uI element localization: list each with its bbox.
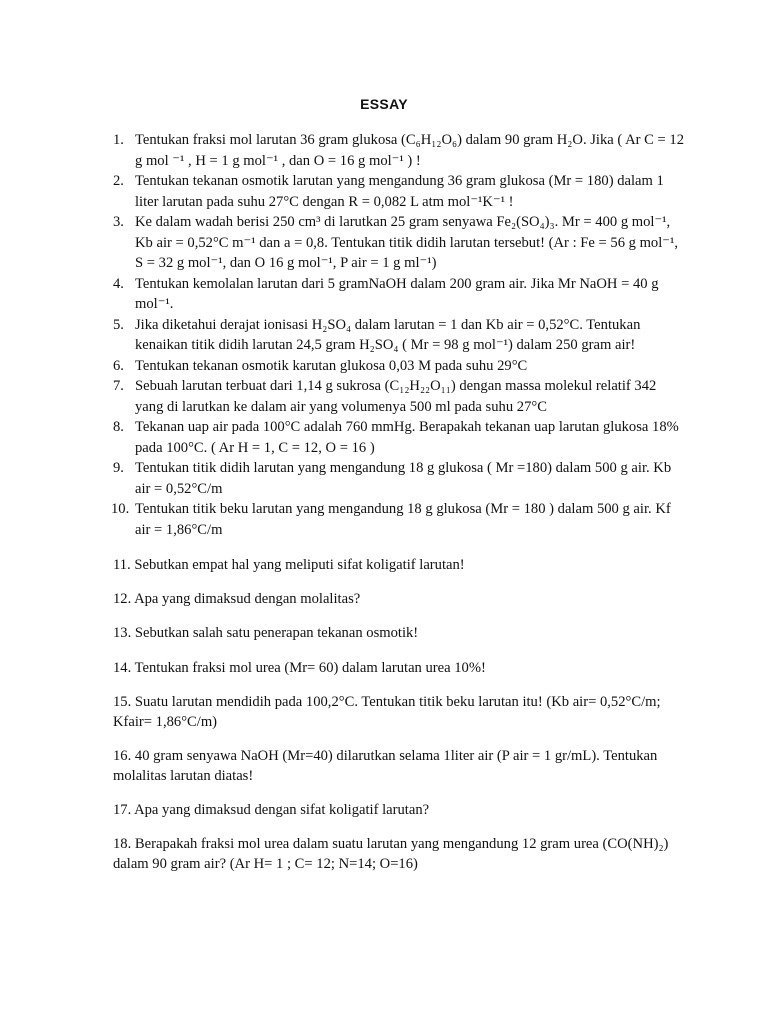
item-number: 7. — [113, 378, 124, 394]
list-item — [113, 274, 685, 315]
question: 14. Tentukan fraksi mol urea (Mr= 60) dalam larutan urea 10%! — [113, 659, 486, 676]
question: 11. Sebutkan empat hal yang meliputi sifat koligatif larutan! — [113, 557, 465, 573]
list-item — [113, 499, 685, 540]
item-number: 3. — [113, 214, 124, 230]
item-text: Jika diketahui derajat ionisasi H₂SO₄ dalam larutan = 1 dan Kb air = 0,52°C. Tentukan kenaikan titik didih larutan 24,5 gram H₂SO₄ ( Mr = 98 g mol⁻¹) dalam 250 gram air! — [135, 316, 641, 353]
item-number: 9. — [113, 460, 124, 476]
item-text: Tentukan titik didih larutan yang mengandung 18 g glukosa ( Mr =180) dalam 500 g air. Kb air = 0,52°C/m — [135, 460, 672, 497]
list-item — [113, 315, 685, 356]
item-number: 6. — [113, 357, 124, 374]
item-text: Tentukan tekanan osmotik karutan glukosa 0,03 M pada suhu 29°C — [135, 357, 528, 374]
item-number: 5. — [113, 316, 124, 333]
question: 17. Apa yang dimaksud dengan sifat koligatif larutan? — [113, 801, 430, 818]
question: 16. 40 gram senyawa NaOH (Mr=40) dilarutkan selama 1liter air (P air = 1 gr/mL). Tentukan molalitas larutan diatas! — [113, 747, 658, 785]
item-text: Sebuah larutan terbuat dari 1,14 g sukrosa (C₁₂H₂₂O₁₁) dengan massa molekul relatif 342 yang di larutkan ke dalam air yang volumenya 500 ml pada suhu 27°C — [135, 378, 657, 415]
list-item — [113, 417, 685, 458]
document-title: ESSAY — [360, 96, 408, 112]
question: 12. Apa yang dimaksud dengan molalitas? — [113, 591, 361, 608]
list-item — [113, 130, 685, 171]
item-number: 8. — [113, 419, 124, 435]
question: 13. Sebutkan salah satu penerapan tekanan osmotik! — [113, 625, 419, 642]
question: 18. Berapakah fraksi mol urea dalam suatu larutan yang mengandung 12 gram urea (CO(NH)₂) dalam 90 gram air? (Ar H= 1 ; C= 12; N=14; O=16) — [113, 835, 669, 873]
question: 15. Suatu larutan mendidih pada 100,2°C. Tentukan titik beku larutan itu! (Kb air= 0,52°C/m; Kfair= 1,86°C/m) — [113, 693, 661, 731]
item-text: Tentukan tekanan osmotik larutan yang mengandung 36 gram glukosa (Mr = 180) dalam 1 liter larutan pada suhu 27°C dengan R = 0,082 L atm mol⁻¹K⁻¹ ! — [135, 173, 664, 210]
item-text: Ke dalam wadah berisi 250 cm³ di larutkan 25 gram senyawa Fe₂(SO₄)₃. Mr = 400 g mol⁻¹, Kb air = 0,52°C m⁻¹ dan a = 0,8. Tentukan titik didih larutan tersebut! (Ar : Fe = 56 g mol⁻¹, S = 32 g mol⁻¹, dan O 16 g mol⁻¹, P air = 1 g ml⁻¹) — [135, 214, 679, 271]
list-item — [113, 212, 685, 274]
list-item — [113, 458, 685, 499]
item-number: 1. — [113, 132, 124, 148]
item-number: 2. — [113, 173, 124, 189]
item-text: Tentukan kemolalan larutan dari 5 gramNaOH dalam 200 gram air. Jika Mr NaOH = 40 g mol⁻¹. — [135, 275, 659, 312]
list-item — [113, 376, 685, 417]
item-number: 4. — [113, 275, 124, 292]
item-number: 10. — [111, 501, 130, 517]
list-item — [113, 171, 685, 212]
item-text: Tentukan fraksi mol larutan 36 gram glukosa (C₆H₁₂O₆) dalam 90 gram H₂O. Jika ( Ar C = 12 g mol ⁻¹ , H = 1 g mol⁻¹ , dan O = 16 g mol⁻¹ ) ! — [135, 132, 684, 169]
numbered-list — [113, 130, 685, 540]
question-list — [113, 555, 685, 889]
item-text: Tekanan uap air pada 100°C adalah 760 mmHg. Berapakah tekanan uap larutan glukosa 18% pada 100°C. ( Ar H = 1, C = 12, O = 16 ) — [135, 419, 679, 456]
item-text: Tentukan titik beku larutan yang mengandung 18 g glukosa (Mr = 180 ) dalam 500 g air. Kf air = 1,86°C/m — [135, 501, 671, 538]
list-item — [113, 356, 685, 377]
